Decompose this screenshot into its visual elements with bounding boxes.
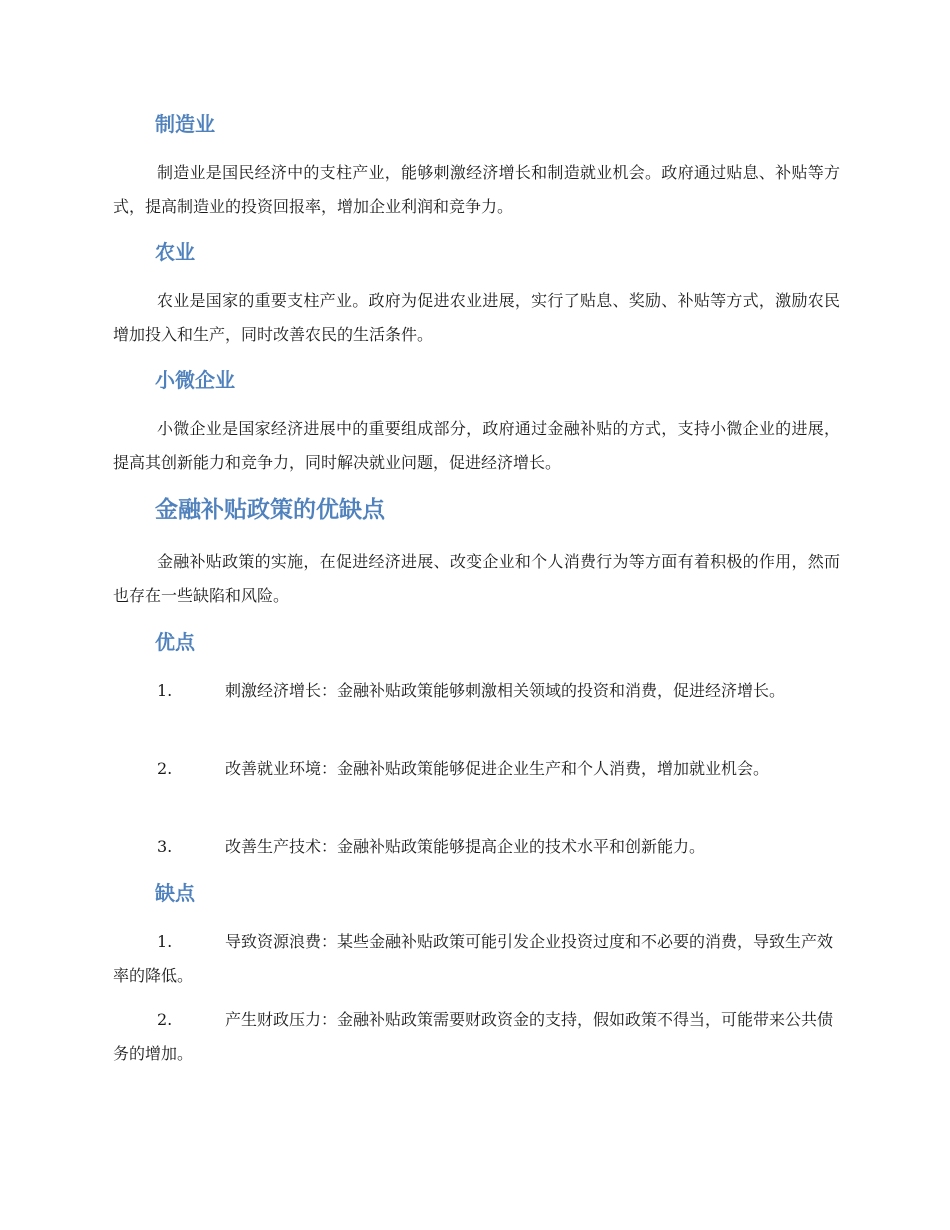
list-number: 2. (157, 1010, 173, 1029)
paragraph-small-business: 小微企业是国家经济进展中的重要组成部分，政府通过金融补贴的方式，支持小微企业的进展，提高其创新能力和竞争力，同时解决就业问题，促进经济增长。 (113, 419, 840, 472)
list-item-advantage (113, 674, 840, 708)
list-item-disadvantage (113, 925, 840, 993)
heading-advantages: 优点 (155, 630, 195, 654)
paragraph-agriculture: 农业是国家的重要支柱产业。政府为促进农业进展，实行了贴息、奖励、补贴等方式，激励农民增加投入和生产，同时改善农民的生活条件。 (113, 291, 840, 344)
list-text: 导致资源浪费：某些金融补贴政策可能引发企业投资过度和不必要的消费，导致生产效率的降低。 (113, 932, 834, 985)
list-number: 3. (157, 837, 173, 856)
paragraph-manufacturing: 制造业是国民经济中的支柱产业，能够刺激经济增长和制造就业机会。政府通过贴息、补贴等方式，提高制造业的投资回报率，增加企业利润和竞争力。 (113, 163, 840, 216)
list-text: 改善生产技术：金融补贴政策能够提高企业的技术水平和创新能力。 (225, 837, 706, 856)
heading-pros-cons: 金融补贴政策的优缺点 (155, 497, 385, 523)
heading-disadvantages: 缺点 (155, 881, 195, 905)
list-text: 改善就业环境：金融补贴政策能够促进企业生产和个人消费，增加就业机会。 (225, 759, 770, 778)
list-number: 2. (157, 759, 173, 778)
paragraph-pros-cons: 金融补贴政策的实施，在促进经济进展、改变企业和个人消费行为等方面有着积极的作用，然而也存在一些缺陷和风险。 (113, 552, 840, 605)
heading-agriculture: 农业 (155, 240, 195, 264)
list-item-disadvantage (113, 1003, 840, 1071)
list-text: 刺激经济增长：金融补贴政策能够刺激相关领域的投资和消费，促进经济增长。 (225, 681, 786, 700)
list-text: 产生财政压力：金融补贴政策需要财政资金的支持，假如政策不得当，可能带来公共债务的增加。 (113, 1010, 834, 1063)
list-number: 1. (157, 681, 173, 700)
list-number: 1. (157, 932, 173, 951)
list-item-advantage (113, 752, 840, 786)
heading-small-business: 小微企业 (155, 368, 235, 392)
list-item-advantage (113, 830, 840, 864)
heading-manufacturing: 制造业 (155, 112, 215, 136)
